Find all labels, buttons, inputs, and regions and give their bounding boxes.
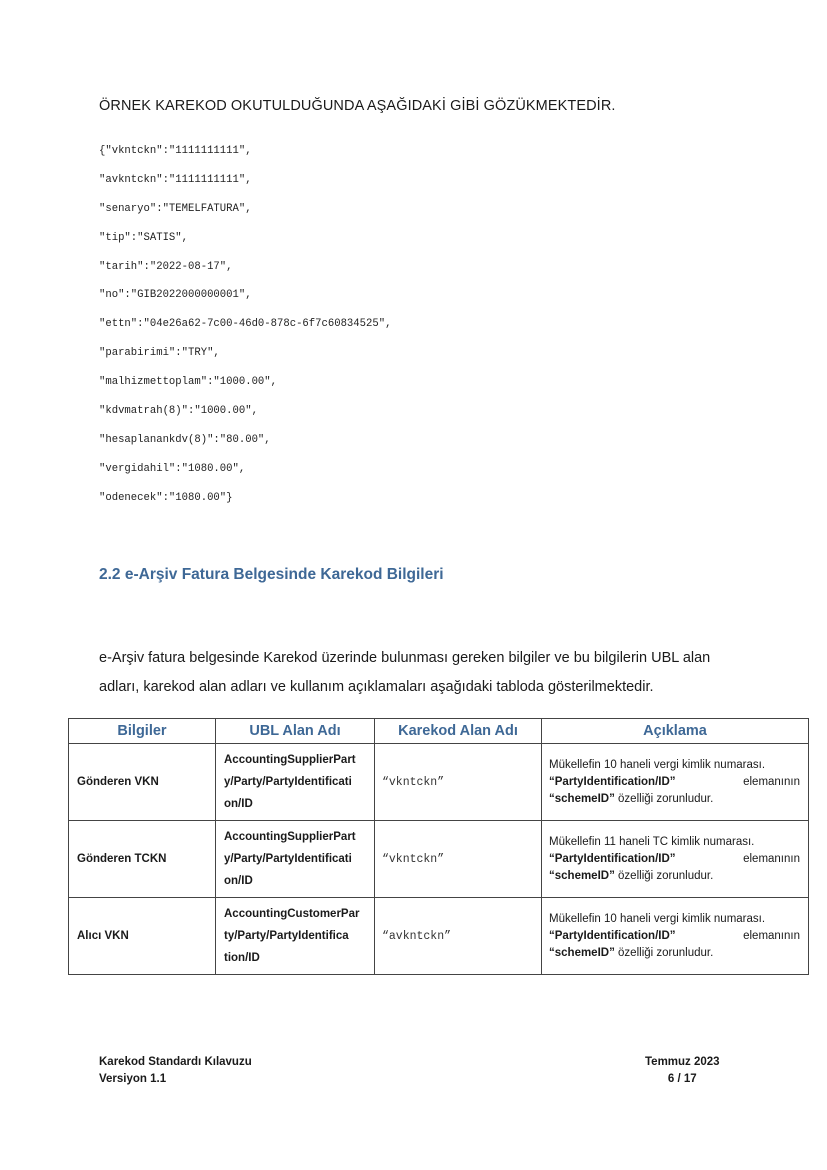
description-line <box>549 851 800 868</box>
description-text: özelliği zorunludur. <box>614 869 714 882</box>
paragraph-line: adları, karekod alan adları ve kullanım açıklamaları aşağıdaki tabloda gösterilmektedir. <box>99 679 654 695</box>
ubl-line: AccountingSupplierPart <box>224 754 356 766</box>
ubl-line: y/Party/PartyIdentificati <box>224 776 352 788</box>
header-ubl-alan-adi: UBL Alan Adı <box>216 719 375 744</box>
field-name-cell: Gönderen VKN <box>69 744 216 821</box>
ubl-line: y/Party/PartyIdentificati <box>224 853 352 865</box>
ubl-field-cell <box>216 898 375 975</box>
ubl-line: AccountingSupplierPart <box>224 831 356 843</box>
description-text: elemanının <box>743 775 800 788</box>
description-bold: “schemeID” <box>549 869 615 882</box>
description-line: Mükellefin 11 haneli TC kimlik numarası. <box>549 835 755 848</box>
section-heading: 2.2 e-Arşiv Fatura Belgesinde Karekod Bilgileri <box>99 566 444 583</box>
description-bold: “PartyIdentification/ID” <box>549 775 676 788</box>
ubl-line: AccountingCustomerPar <box>224 908 360 920</box>
code-line: "parabirimi":"TRY", <box>99 347 220 360</box>
table-row <box>69 744 809 821</box>
ubl-field-cell <box>216 821 375 898</box>
ubl-line: on/ID <box>224 798 253 810</box>
code-line: "odenecek":"1080.00"} <box>99 491 233 504</box>
field-name-cell: Gönderen TCKN <box>69 821 216 898</box>
description-line <box>549 868 800 885</box>
description-bold: “schemeID” <box>549 946 615 959</box>
qr-key-cell: “vkntckn” <box>375 744 542 821</box>
code-line: {"vkntckn":"1111111111", <box>99 145 252 157</box>
table-header-row <box>69 719 809 744</box>
code-line: "tarih":"2022-08-17", <box>99 260 233 273</box>
qr-key-cell: “avkntckn” <box>375 898 542 975</box>
header-karekod-alan-adi: Karekod Alan Adı <box>375 719 542 744</box>
description-text: özelliği zorunludur. <box>614 792 714 805</box>
description-text: elemanının <box>743 929 800 942</box>
code-line: "kdvmatrah(8)":"1000.00", <box>99 405 258 418</box>
ubl-line: on/ID <box>224 875 253 887</box>
code-line: "vergidahil":"1080.00", <box>99 462 246 475</box>
footer-right <box>645 1054 720 1088</box>
ubl-field-cell <box>216 744 375 821</box>
description-line <box>549 928 800 945</box>
header-aciklama: Açıklama <box>542 719 809 744</box>
footer-doc-title: Karekod Standardı Kılavuzu <box>99 1056 252 1068</box>
header-bilgiler: Bilgiler <box>69 719 216 744</box>
code-line: "tip":"SATIS", <box>99 231 189 244</box>
description-line: Mükellefin 10 haneli vergi kimlik numarası. <box>549 912 766 925</box>
code-line: "hesaplanankdv(8)":"80.00", <box>99 433 271 446</box>
paragraph-line: e-Arşiv fatura belgesinde Karekod üzerinde bulunması gereken bilgiler ve bu bilgilerin UBL alan <box>99 650 711 666</box>
description-line <box>549 945 800 962</box>
code-line: "ettn":"04e26a62-7c00-46d0-878c-6f7c60834525", <box>99 318 392 331</box>
code-line: "malhizmettoplam":"1000.00", <box>99 376 278 389</box>
intro-text: ÖRNEK KAREKOD OKUTULDUĞUNDA AŞAĞIDAKİ GİBİ GÖZÜKMEKTEDİR. <box>99 98 616 114</box>
description-bold: “schemeID” <box>549 792 615 805</box>
code-line: "senaryo":"TEMELFATURA", <box>99 202 252 215</box>
footer-version: Versiyon 1.1 <box>99 1073 167 1085</box>
ubl-line: tion/ID <box>224 952 260 964</box>
description-cell <box>542 744 809 821</box>
code-line: "no":"GIB2022000000001", <box>99 289 252 302</box>
footer-date: Temmuz 2023 <box>645 1056 720 1068</box>
code-line: "avkntckn":"1111111111", <box>99 173 252 186</box>
qr-fields-table <box>68 718 809 975</box>
ubl-line: ty/Party/PartyIdentifica <box>224 930 349 942</box>
sample-qr-json-block <box>99 144 391 520</box>
table-row <box>69 898 809 975</box>
qr-key-cell: “vkntckn” <box>375 821 542 898</box>
description-line <box>549 774 800 791</box>
description-line <box>549 791 800 808</box>
description-bold: “PartyIdentification/ID” <box>549 852 676 865</box>
description-cell <box>542 898 809 975</box>
footer-page-number: 6 / 17 <box>667 1073 697 1085</box>
description-text: özelliği zorunludur. <box>614 946 714 959</box>
description-bold: “PartyIdentification/ID” <box>549 929 676 942</box>
description-cell <box>542 821 809 898</box>
intro-paragraph <box>99 644 779 702</box>
table-row <box>69 821 809 898</box>
description-line: Mükellefin 10 haneli vergi kimlik numarası. <box>549 758 766 771</box>
field-name-cell: Alıcı VKN <box>69 898 216 975</box>
footer-left <box>99 1054 252 1088</box>
description-text: elemanının <box>743 852 800 865</box>
